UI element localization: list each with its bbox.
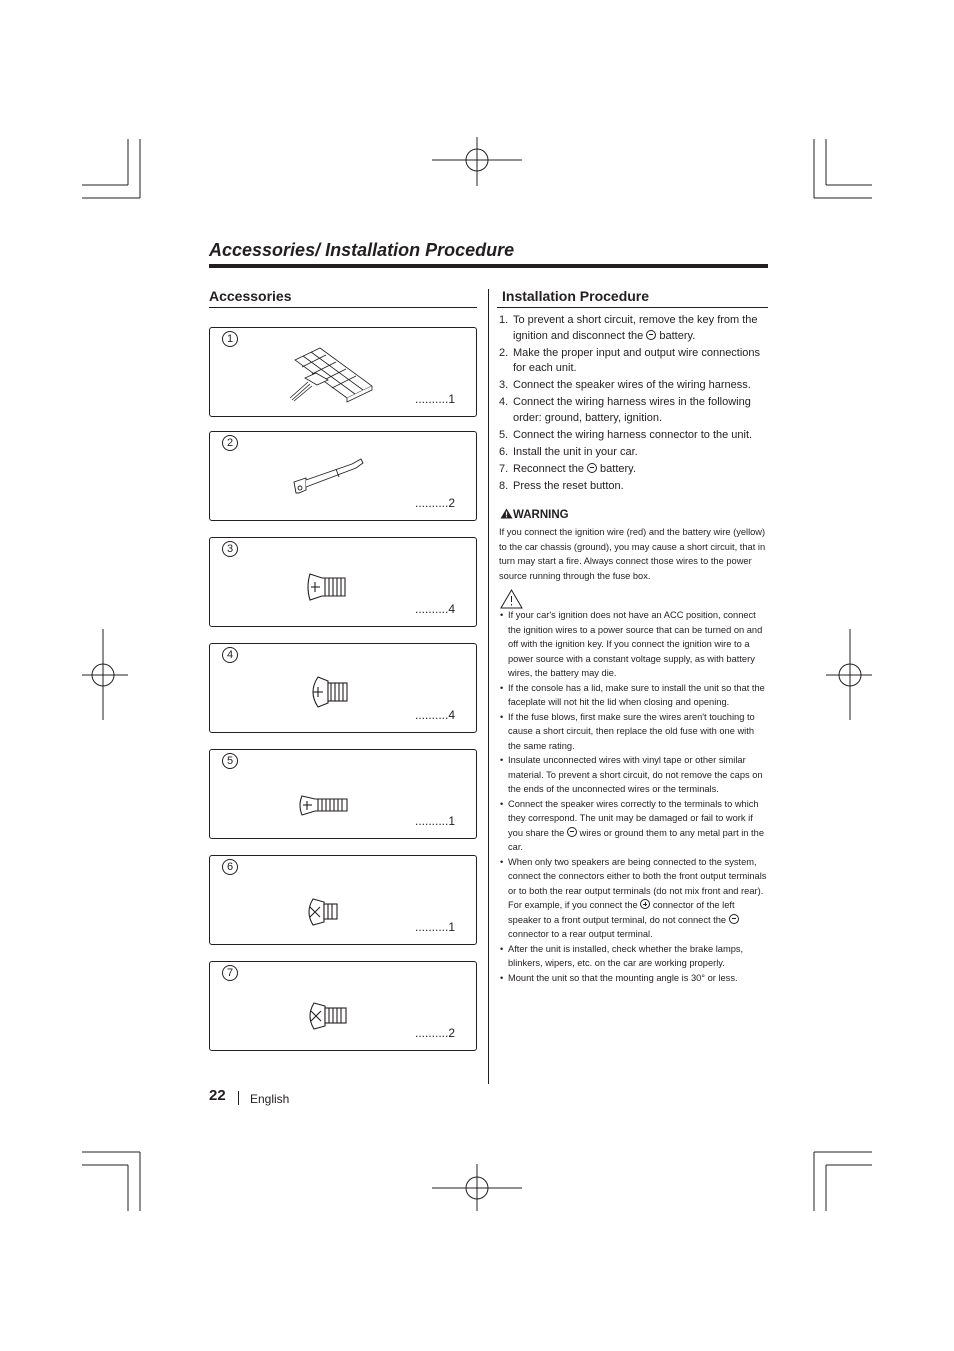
item-quantity: ..........1 <box>414 920 455 934</box>
accessory-item-7 <box>209 961 477 1051</box>
step-item: 3. Connect the speaker wires of the wiring harness. <box>499 379 751 391</box>
item-quantity: ..........1 <box>414 814 455 828</box>
caution-item: • Connect the speaker wires correctly to the terminals to which they correspond. The unit may be damaged or fail to work if you share the wires or ground them to any metal part in the car. <box>499 797 769 855</box>
warning-icon <box>500 508 513 519</box>
item-number: 4 <box>222 647 238 663</box>
installation-heading: Installation Procedure <box>502 288 650 304</box>
installation-rule <box>497 307 768 308</box>
pan-head-screw-icon <box>270 654 390 724</box>
step-item: 2. Make the proper input and output wire connections for each unit. <box>499 346 761 374</box>
item-quantity: ..........2 <box>414 1026 455 1040</box>
caution-item: • If your car's ignition does not have an ACC position, connect the ignition wires to a power source that can be turned on and off with the ignition key. If you connect the ignition wire to a power source with a constant voltage supply, as with battery wires, the battery may die. <box>499 608 769 681</box>
item-number: 5 <box>222 753 238 769</box>
removal-tool-icon <box>270 442 390 512</box>
step-item: 1. To prevent a short circuit, remove the key from the ignition and disconnect the battery. <box>499 314 758 342</box>
caution-item: • If the fuse blows, first make sure the wires aren't touching to cause a short circuit, then replace the old fuse with one with the same rating. <box>499 710 769 754</box>
accessory-item-3 <box>209 537 477 627</box>
item-number: 2 <box>222 435 238 451</box>
step-item: 5. Connect the wiring harness connector to the unit. <box>499 428 753 441</box>
item-quantity: ..........1 <box>414 392 455 406</box>
round-head-screw-icon <box>270 972 390 1042</box>
accessories-heading: Accessories <box>209 288 292 304</box>
accessory-item-5 <box>209 749 477 839</box>
step-item: 7. Reconnect the battery. <box>499 462 636 475</box>
minus-terminal-icon <box>729 914 739 924</box>
warning-text: If you connect the ignition wire (red) and the battery wire (yellow) to the car chassis (ground), you may cause a short circuit, that in turn may start a fire. Always connect those wires to the power source running through the fuse box. <box>499 527 766 581</box>
wiring-harness-icon <box>270 338 390 408</box>
minus-terminal-icon <box>646 330 656 340</box>
caution-icon <box>500 589 523 609</box>
accessory-item-2 <box>209 431 477 521</box>
accessory-item-4 <box>209 643 477 733</box>
plus-terminal-icon <box>640 899 650 909</box>
page-title: Accessories/ Installation Procedure <box>209 240 515 260</box>
language-label: English <box>250 1092 290 1106</box>
warning-heading: WARNING <box>500 508 569 521</box>
item-number: 1 <box>222 331 238 347</box>
page-number: 22 <box>209 1087 226 1104</box>
accessory-item-6 <box>209 855 477 945</box>
title-rule <box>209 264 768 268</box>
accessory-item-1 <box>209 327 477 417</box>
caution-item: • Insulate unconnected wires with vinyl tape or other similar material. To prevent a short circuit, do not remove the caps on the ends of the unconnected wires or the terminals. <box>499 753 769 797</box>
long-flat-head-screw-icon <box>270 760 390 830</box>
short-round-screw-icon <box>270 866 390 936</box>
flat-head-screw-icon <box>270 548 390 618</box>
footer-divider <box>238 1091 239 1105</box>
caution-item: • If the console has a lid, make sure to install the unit so that the faceplate will not hit the lid when closing and opening. <box>499 681 769 710</box>
step-item: 6. Install the unit in your car. <box>499 445 638 458</box>
item-number: 3 <box>222 541 238 557</box>
caution-item: • When only two speakers are being connected to the system, connect the connectors either to both the front output terminals or to both the rear output terminals (do not mix front and rear). For example, if you connect the connector of the left speaker to a front output terminal, do not connect the connector to a rear output terminal. <box>499 855 769 942</box>
step-item: 8. Press the reset button. <box>499 479 624 492</box>
accessories-rule <box>209 307 477 308</box>
minus-terminal-icon <box>567 827 577 837</box>
caution-item: • Mount the unit so that the mounting angle is 30° or less. <box>499 971 769 986</box>
item-quantity: ..........4 <box>414 602 455 616</box>
item-quantity: ..........2 <box>414 496 455 510</box>
minus-terminal-icon <box>587 463 597 473</box>
caution-list <box>499 608 769 985</box>
item-number: 6 <box>222 859 238 875</box>
installation-steps <box>499 313 769 496</box>
item-quantity: ..........4 <box>414 708 455 722</box>
caution-item: • After the unit is installed, check whether the brake lamps, blinkers, wipers, etc. on the car are working properly. <box>499 942 769 971</box>
step-item: 4. Connect the wiring harness wires in the following order: ground, battery, ignition. <box>499 396 751 424</box>
column-divider <box>488 289 489 1084</box>
item-number: 7 <box>222 965 238 981</box>
